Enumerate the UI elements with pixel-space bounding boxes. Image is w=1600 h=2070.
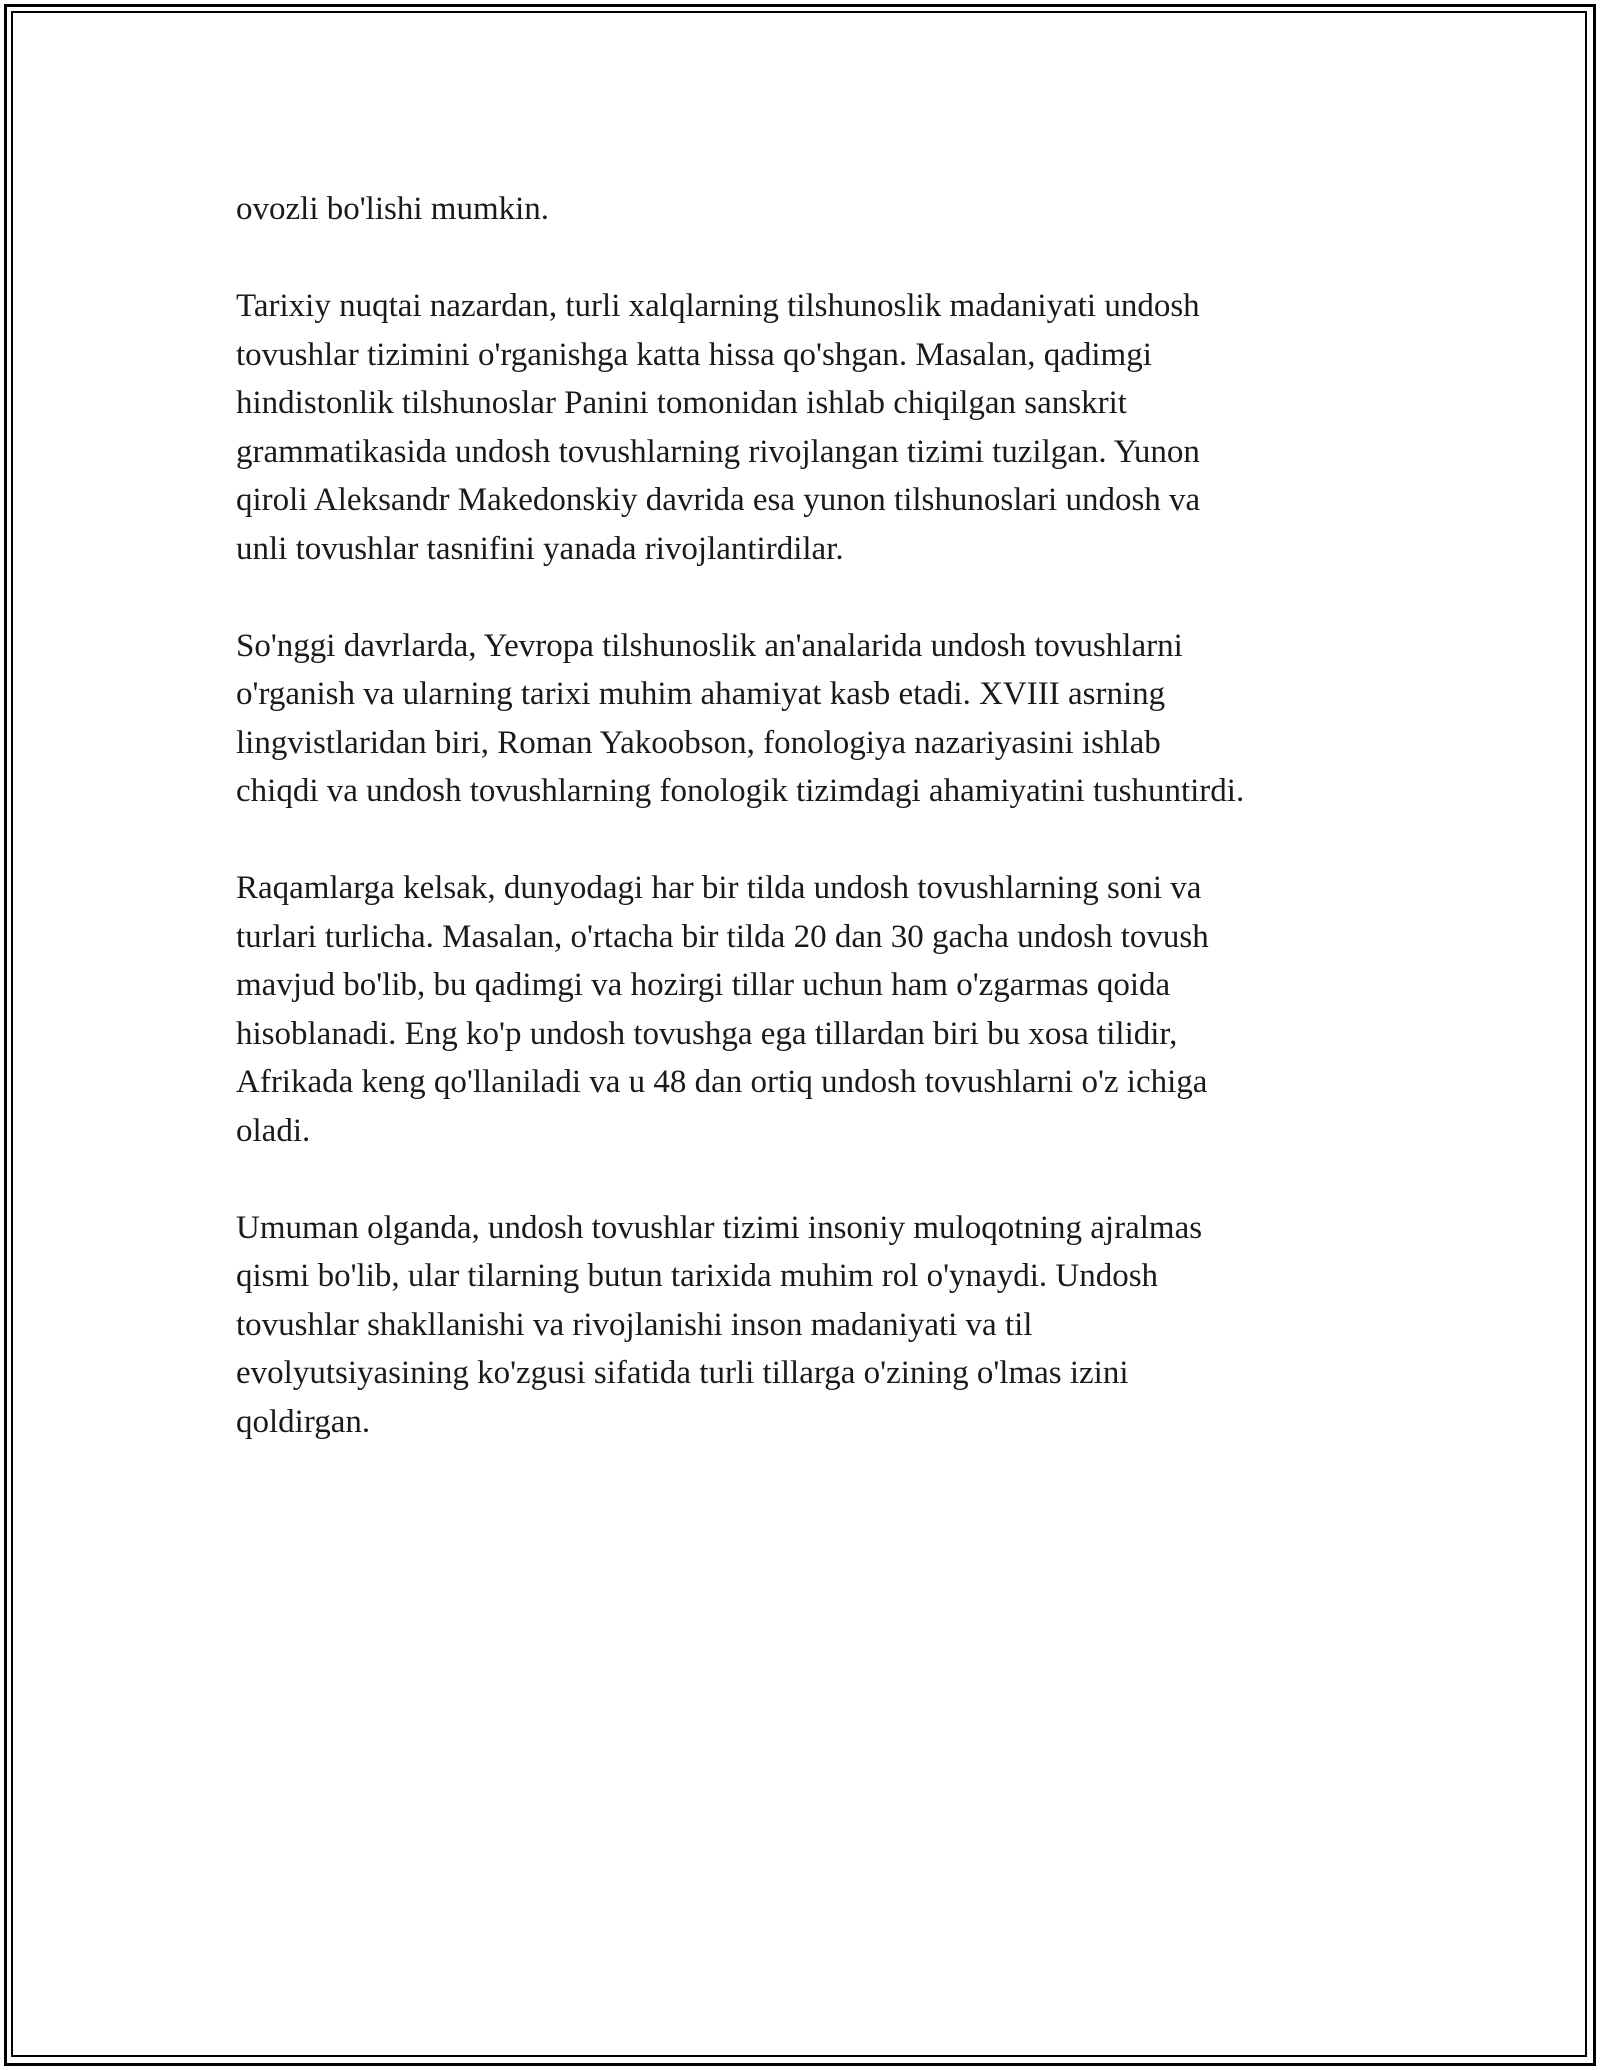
document-body — [236, 185, 1366, 1495]
paragraph-conclusion: Umuman olganda, undosh tovushlar tizimi insoniy muloqotning ajralmas qismi bo'lib, ular tilarning butun tarixida muhim rol o'ynaydi. Undosh tovushlar shakllanishi va rivojlanishi inson madaniyati va til evolyutsiyasining ko'zgusi sifatida turli tillarga o'zining o'lmas izini qoldirgan. — [236, 1209, 1203, 1440]
paragraph-european: So'nggi davrlarda, Yevropa tilshunoslik an'analarida undosh tovushlarni o'rganish va ularning tarixi muhim ahamiyat kasb etadi. XVIII asrning lingvistlaridan biri, Roman Yakoobson, fonologiya nazariyasini ishlab chiqdi va undosh tovushlarning fonologik tizimdagi ahamiyatini tushuntirdi. — [236, 627, 1245, 809]
paragraph-historical: Tarixiy nuqtai nazardan, turli xalqlarning tilshunoslik madaniyati undosh tovushlar tizimini o'rganishga katta hissa qo'shgan. Masalan, qadimgi hindistonlik tilshunoslar Panini tomonidan ishlab chiqilgan sanskrit grammatikasida undosh tovushlarning rivojlangan tizimi tuzilgan. Yunon qiroli Aleksandr Makedonskiy davrida esa yunon tilshunoslari undosh va unli tovushlar tasnifini yanada rivojlantirdilar. — [236, 288, 1201, 567]
paragraph-numbers: Raqamlarga kelsak, dunyodagi har bir tilda undosh tovushlarning soni va turlari turlicha. Masalan, o'rtacha bir tilda 20 dan 30 gacha undosh tovush mavjud bo'lib, bu qadimgi va hozirgi tillar uchun ham o'zgarmas qoida hisoblanadi. Eng ko'p undosh tovushga ega tillardan biri bu xosa tilidir, Afrikada keng qo'llaniladi va u 48 dan ortiq undosh tovushlarni o'z ichiga oladi. — [236, 870, 1209, 1149]
paragraph-continuation: ovozli bo'lishi mumkin. — [236, 191, 550, 227]
